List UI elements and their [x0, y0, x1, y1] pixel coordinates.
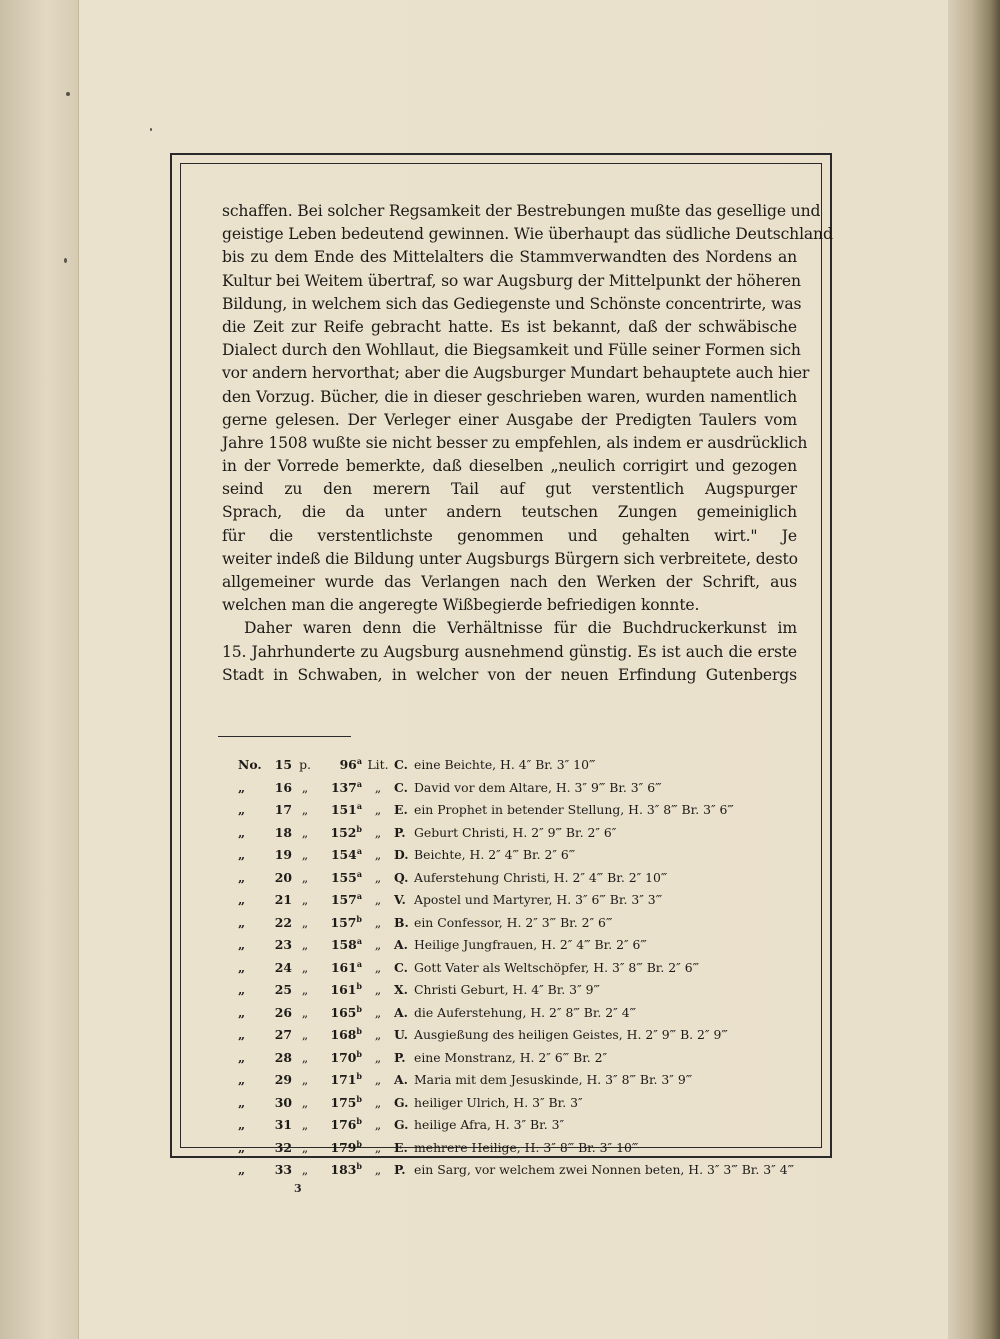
- note-no-label: „: [238, 824, 246, 840]
- note-page-suffix: b: [356, 981, 362, 991]
- note-page-number: 158: [330, 937, 357, 953]
- note-lit-label: „: [374, 779, 382, 795]
- note-page-suffix: a: [356, 868, 362, 879]
- note-letter: G.: [394, 1117, 409, 1133]
- footnote-row: [238, 756, 808, 779]
- body-line: gerne gelesen. Der Verleger einer Ausgabe der Predigten Taulers vom: [222, 410, 797, 429]
- note-page-suffix: b: [356, 1093, 362, 1104]
- facing-page-edge: [0, 0, 79, 1339]
- note-description: Auferstehung Christi, H. 2″ 4‴ Br. 2″ 10‴: [414, 869, 668, 885]
- note-number: 33: [274, 1162, 292, 1178]
- note-letter: C.: [394, 779, 408, 795]
- note-page-number: 155: [330, 869, 357, 885]
- note-number: 21: [274, 892, 292, 908]
- note-no-label: „: [238, 1117, 246, 1133]
- note-number: 22: [274, 914, 292, 930]
- note-lit-label: „: [374, 1072, 382, 1088]
- note-description: heiliger Ulrich, H. 3″ Br. 3″: [414, 1094, 583, 1110]
- paper-speck: [150, 128, 152, 131]
- note-letter: A.: [394, 937, 408, 953]
- note-no-label: No.: [238, 757, 262, 773]
- note-no-label: „: [238, 892, 246, 908]
- note-description: Heilige Jungfrauen, H. 2″ 4‴ Br. 2″ 6‴: [414, 937, 647, 953]
- note-letter: P.: [394, 824, 406, 840]
- note-page-number: 171: [330, 1072, 357, 1088]
- note-lit-label: „: [374, 802, 382, 818]
- note-letter: B.: [394, 914, 409, 930]
- footnote-row: [238, 1004, 808, 1027]
- note-p-label: „: [301, 1004, 309, 1020]
- note-letter: Q.: [394, 869, 409, 885]
- body-line: Jahre 1508 wußte sie nicht besser zu empfehlen, als indem er ausdrücklich: [222, 433, 808, 452]
- note-page-number: 137: [330, 779, 357, 795]
- note-description: ein Sarg, vor welchem zwei Nonnen beten, H. 3″ 3‴ Br. 3″ 4‴: [414, 1162, 795, 1178]
- note-page-number: 96: [339, 757, 357, 773]
- note-number: 32: [274, 1139, 292, 1155]
- note-lit-label: „: [374, 982, 382, 998]
- note-p-label: „: [301, 982, 309, 998]
- footnote-rule: [218, 736, 351, 737]
- note-number: 17: [274, 802, 292, 818]
- footnote-row: [238, 869, 808, 892]
- note-number: 18: [274, 824, 292, 840]
- note-page-number: 161: [330, 959, 357, 975]
- note-page: [318, 801, 362, 817]
- note-lit-label: „: [374, 847, 382, 863]
- note-p-label: „: [301, 1139, 309, 1155]
- note-page: [318, 846, 362, 862]
- page-number: 3: [294, 1182, 302, 1195]
- body-line: vor andern hervorthat; aber die Augsburger Mundart behauptete auch hier: [222, 364, 810, 383]
- note-letter: U.: [394, 1027, 408, 1043]
- note-number: 25: [274, 982, 292, 998]
- note-no-label: „: [238, 1027, 246, 1043]
- body-line: Stadt in Schwaben, in welcher von der neuen Erfindung Gutenbergs: [222, 665, 797, 684]
- note-no-label: „: [238, 779, 246, 795]
- note-lit-label: „: [374, 869, 382, 885]
- note-number: 24: [274, 959, 292, 975]
- note-p-label: „: [301, 869, 309, 885]
- note-lit-label: „: [374, 1049, 382, 1065]
- note-no-label: „: [238, 914, 246, 930]
- note-p-label: „: [301, 1094, 309, 1110]
- footnote-row: [238, 1049, 808, 1072]
- note-description: ein Confessor, H. 2″ 3‴ Br. 2″ 6‴: [414, 914, 613, 930]
- note-description: Beichte, H. 2″ 4‴ Br. 2″ 6‴: [414, 847, 576, 863]
- note-p-label: „: [301, 1049, 309, 1065]
- note-letter: C.: [394, 959, 408, 975]
- note-page-suffix: b: [356, 1048, 362, 1059]
- note-p-label: „: [301, 1072, 309, 1088]
- body-line: den Vorzug. Bücher, die in dieser geschrieben waren, wurden namentlich: [222, 387, 797, 406]
- note-description: eine Monstranz, H. 2″ 6‴ Br. 2″: [414, 1049, 608, 1065]
- note-p-label: „: [301, 847, 309, 863]
- note-p-label: „: [301, 824, 309, 840]
- note-number: 19: [274, 847, 292, 863]
- note-lit-label: „: [374, 914, 382, 930]
- note-page-suffix: b: [356, 823, 362, 834]
- note-page: [318, 981, 362, 997]
- note-page: [318, 1116, 362, 1132]
- note-page-suffix: a: [356, 801, 362, 811]
- note-page-number: 154: [330, 847, 357, 863]
- note-number: 20: [274, 869, 292, 885]
- footnote-row: [238, 846, 808, 869]
- note-page: [318, 1139, 362, 1155]
- note-page-suffix: b: [356, 1071, 362, 1081]
- note-page: [318, 869, 362, 885]
- body-line: die Zeit zur Reife gebracht hatte. Es ist bekannt, daß der schwäbische: [222, 317, 797, 336]
- body-line: Sprach, die da unter andern teutschen Zungen gemeiniglich: [222, 503, 797, 522]
- note-page: [318, 1161, 362, 1177]
- note-letter: E.: [394, 802, 408, 818]
- note-description: Apostel und Martyrer, H. 3″ 6‴ Br. 3″ 3‴: [414, 892, 663, 908]
- note-page: [318, 1071, 362, 1087]
- note-page-number: 152: [330, 824, 357, 840]
- footnote-row: [238, 779, 808, 802]
- note-no-label: „: [238, 1072, 246, 1088]
- body-line: Daher waren denn die Verhältnisse für die Buchdruckerkunst im: [244, 619, 797, 638]
- note-lit-label: „: [374, 1004, 382, 1020]
- note-letter: A.: [394, 1004, 408, 1020]
- note-description: Christi Geburt, H. 4″ Br. 3″ 9‴: [414, 982, 600, 998]
- note-page-suffix: b: [356, 1161, 362, 1171]
- note-page-suffix: b: [356, 1003, 362, 1014]
- footnote-row: [238, 1139, 808, 1162]
- note-page: [318, 914, 362, 930]
- note-letter: G.: [394, 1094, 409, 1110]
- note-page: [318, 959, 362, 975]
- note-page: [318, 1004, 362, 1020]
- note-lit-label: „: [374, 937, 382, 953]
- note-description: heilige Afra, H. 3″ Br. 3″: [414, 1117, 565, 1133]
- note-letter: D.: [394, 847, 409, 863]
- note-no-label: „: [238, 959, 246, 975]
- footnote-row: [238, 891, 808, 914]
- note-page: [318, 1026, 362, 1042]
- note-no-label: „: [238, 1162, 246, 1178]
- note-no-label: „: [238, 1139, 246, 1155]
- note-page-suffix: b: [356, 1138, 362, 1149]
- footnote-row: [238, 1161, 808, 1184]
- note-no-label: „: [238, 982, 246, 998]
- note-letter: E.: [394, 1139, 408, 1155]
- note-page-suffix: a: [356, 846, 362, 856]
- note-lit-label: „: [374, 1139, 382, 1155]
- note-p-label: „: [301, 914, 309, 930]
- note-lit-label: „: [374, 1117, 382, 1133]
- footnote-row: [238, 1094, 808, 1117]
- paper-speck: [64, 258, 67, 263]
- note-number: 26: [274, 1004, 292, 1020]
- note-letter: P.: [394, 1049, 406, 1065]
- body-line: für die verstentlichste genommen und gehalten wirt." Je: [222, 526, 797, 545]
- note-number: 28: [274, 1049, 292, 1065]
- footnote-row: [238, 801, 808, 824]
- body-line: geistige Leben bedeutend gewinnen. Wie überhaupt das südliche Deutschland: [222, 225, 833, 244]
- book-edge-right: [948, 0, 1000, 1339]
- note-p-label: „: [301, 937, 309, 953]
- note-letter: C.: [394, 757, 408, 773]
- note-number: 15: [274, 757, 292, 773]
- footnote-row: [238, 1026, 808, 1049]
- note-description: die Auferstehung, H. 2″ 8‴ Br. 2″ 4‴: [414, 1004, 637, 1020]
- note-number: 16: [274, 779, 292, 795]
- note-page: [318, 891, 362, 907]
- note-lit-label: Lit.: [367, 757, 389, 773]
- note-page-suffix: a: [356, 756, 362, 766]
- footnote-row: [238, 981, 808, 1004]
- footnote-row: [238, 1071, 808, 1094]
- note-no-label: „: [238, 802, 246, 818]
- body-line: Kultur bei Weitem übertraf, so war Augsburg der Mittelpunkt der höheren: [222, 271, 801, 290]
- note-lit-label: „: [374, 1094, 382, 1110]
- note-no-label: „: [238, 869, 246, 885]
- note-description: Geburt Christi, H. 2″ 9‴ Br. 2″ 6″: [414, 824, 617, 840]
- note-number: 31: [274, 1117, 292, 1133]
- note-description: Maria mit dem Jesuskinde, H. 3″ 8‴ Br. 3″ 9‴: [414, 1072, 693, 1088]
- footnote-list: [238, 756, 808, 1184]
- footnote-row: [238, 1116, 808, 1139]
- note-page-number: 179: [330, 1139, 357, 1155]
- note-page: [318, 779, 362, 795]
- note-no-label: „: [238, 1049, 246, 1065]
- note-page-number: 161: [330, 982, 357, 998]
- note-page: [318, 824, 362, 840]
- note-description: Ausgießung des heiligen Geistes, H. 2″ 9‴ B. 2″ 9‴: [414, 1027, 728, 1043]
- note-p-label: „: [301, 892, 309, 908]
- note-page: [318, 1094, 362, 1110]
- note-no-label: „: [238, 1094, 246, 1110]
- note-page-number: 157: [330, 914, 357, 930]
- body-line: 15. Jahrhunderte zu Augsburg ausnehmend günstig. Es ist auch die erste: [222, 642, 797, 661]
- note-page: [318, 936, 362, 952]
- note-page-number: 175: [330, 1094, 357, 1110]
- note-lit-label: „: [374, 959, 382, 975]
- note-lit-label: „: [374, 1027, 382, 1043]
- note-page: [318, 1049, 362, 1065]
- note-p-label: „: [301, 1117, 309, 1133]
- body-line: weiter indeß die Bildung unter Augsburgs Bürgern sich verbreitete, desto: [222, 549, 798, 568]
- note-number: 30: [274, 1094, 292, 1110]
- note-number: 27: [274, 1027, 292, 1043]
- note-number: 23: [274, 937, 292, 953]
- note-no-label: „: [238, 1004, 246, 1020]
- footnote-row: [238, 914, 808, 937]
- body-line: schaffen. Bei solcher Regsamkeit der Bestrebungen mußte das gesellige und: [222, 202, 821, 220]
- body-line: allgemeiner wurde das Verlangen nach den Werken der Schrift, aus: [222, 573, 797, 591]
- note-page-number: 168: [330, 1027, 357, 1043]
- note-description: David vor dem Altare, H. 3″ 9‴ Br. 3″ 6‴: [414, 779, 662, 795]
- note-no-label: „: [238, 937, 246, 953]
- note-page-suffix: b: [356, 913, 362, 924]
- note-p-label: „: [301, 1027, 309, 1043]
- note-no-label: „: [238, 847, 246, 863]
- note-page-suffix: a: [356, 958, 362, 969]
- footnote-row: [238, 824, 808, 847]
- footnote-row: [238, 936, 808, 959]
- note-page-suffix: b: [356, 1116, 362, 1126]
- note-p-label: „: [301, 1162, 309, 1178]
- note-description: Gott Vater als Weltschöpfer, H. 3″ 8‴ Br. 2″ 6‴: [414, 959, 700, 975]
- note-page-suffix: b: [356, 1026, 362, 1036]
- note-letter: P.: [394, 1162, 406, 1178]
- note-page-number: 151: [330, 802, 357, 818]
- note-lit-label: „: [374, 824, 382, 840]
- note-number: 29: [274, 1072, 292, 1088]
- note-lit-label: „: [374, 1162, 382, 1178]
- note-p-label: „: [301, 802, 309, 818]
- note-description: mehrere Heilige, H. 3″ 8‴ Br. 3″ 10‴: [414, 1139, 639, 1155]
- paper-speck: [66, 92, 70, 96]
- note-page-suffix: a: [356, 891, 362, 901]
- body-line: in der Vorrede bemerkte, daß dieselben „neulich corrigirt und gezogen: [222, 457, 797, 476]
- note-page-number: 170: [330, 1049, 357, 1065]
- note-lit-label: „: [374, 892, 382, 908]
- note-p-label: „: [301, 959, 309, 975]
- body-text: [222, 200, 833, 687]
- note-description: ein Prophet in betender Stellung, H. 3″ 8‴ Br. 3″ 6‴: [414, 802, 734, 818]
- note-page: [318, 756, 362, 772]
- body-line: bis zu dem Ende des Mittelalters die Stammverwandten des Nordens an: [222, 248, 797, 267]
- note-description: eine Beichte, H. 4″ Br. 3″ 10‴: [414, 757, 596, 773]
- note-page-suffix: a: [356, 936, 362, 946]
- note-page-number: 157: [330, 892, 357, 908]
- body-line: Dialect durch den Wohllaut, die Biegsamkeit und Fülle seiner Formen sich: [222, 341, 801, 360]
- body-line: welchen man die angeregte Wißbegierde befriedigen konnte.: [222, 596, 700, 615]
- note-letter: A.: [394, 1072, 408, 1088]
- note-page-suffix: a: [356, 778, 362, 789]
- note-p-label: „: [301, 779, 309, 795]
- footnote-row: [238, 959, 808, 982]
- body-line: seind zu den merern Tail auf gut verstentlich Augspurger: [222, 480, 797, 499]
- note-letter: X.: [394, 982, 408, 998]
- note-page-number: 165: [330, 1004, 357, 1020]
- note-page-number: 183: [330, 1162, 357, 1178]
- note-letter: V.: [394, 892, 406, 908]
- note-p-label: p.: [299, 757, 311, 773]
- body-line: Bildung, in welchem sich das Gediegenste und Schönste concentrirte, was: [222, 294, 802, 313]
- note-page-number: 176: [330, 1117, 357, 1133]
